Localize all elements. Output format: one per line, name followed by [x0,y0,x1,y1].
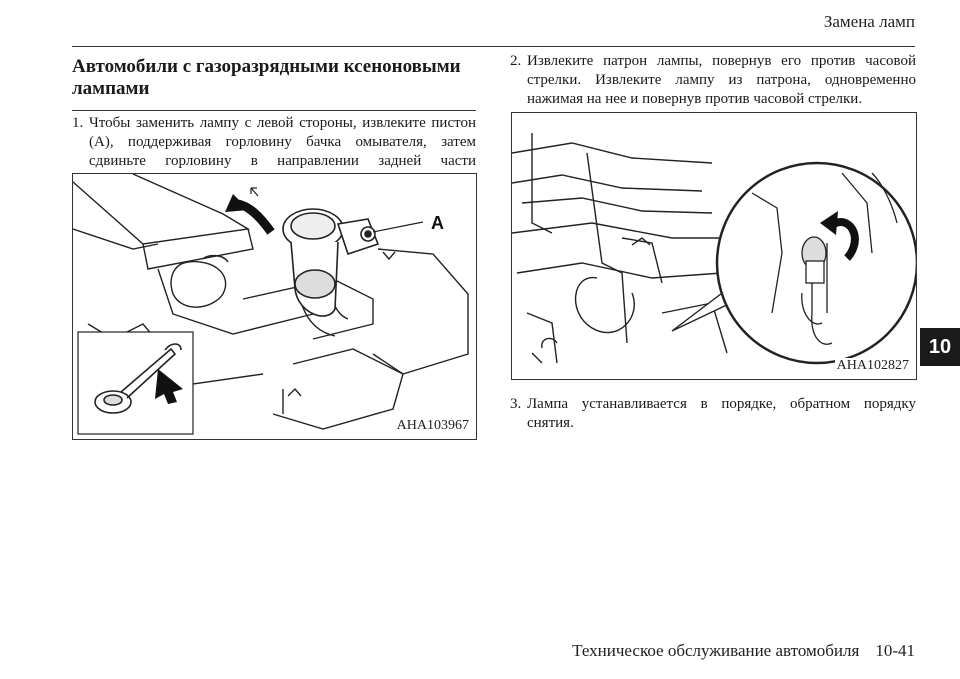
callout-label-a: A [431,213,444,233]
figure-bulb-socket [511,112,917,380]
step-text: Извлеките патрон лампы, повернув его против часовой стрелки. Извлеките лампу из патрона, одновременно нажимая на нее и повернув против часовой стрелки. [527,53,916,107]
step-number: 3. [510,396,522,412]
step-text: Лампа устанавливается в порядке, обратном порядку снятия. [527,396,916,431]
figure-code: AHA102827 [836,358,909,373]
section-heading: Автомобили с газоразрядными ксеноновыми лампами [72,56,476,111]
page-number: 10-41 [875,641,915,660]
figure-code: AHA103967 [396,418,469,433]
header-divider [72,46,915,47]
chapter-tab: 10 [920,328,960,366]
figure-washer-filler [72,173,477,440]
step-number: 1. [72,115,84,131]
step-text: Чтобы заменить лампу с левой стороны, извлеките пистон (А), поддерживая горловину бачка омывателя, затем сдвиньте горловину в направлении задней части [89,115,476,169]
headlamp-illustration [512,113,916,379]
running-header: Замена ламп [823,12,915,31]
step-number: 2. [510,53,522,69]
footer-title: Техническое обслуживание автомобиля [572,641,860,660]
step-3 [510,395,916,433]
page-footer [572,641,915,661]
step-2 [510,52,916,109]
engine-bay-illustration [73,174,476,439]
